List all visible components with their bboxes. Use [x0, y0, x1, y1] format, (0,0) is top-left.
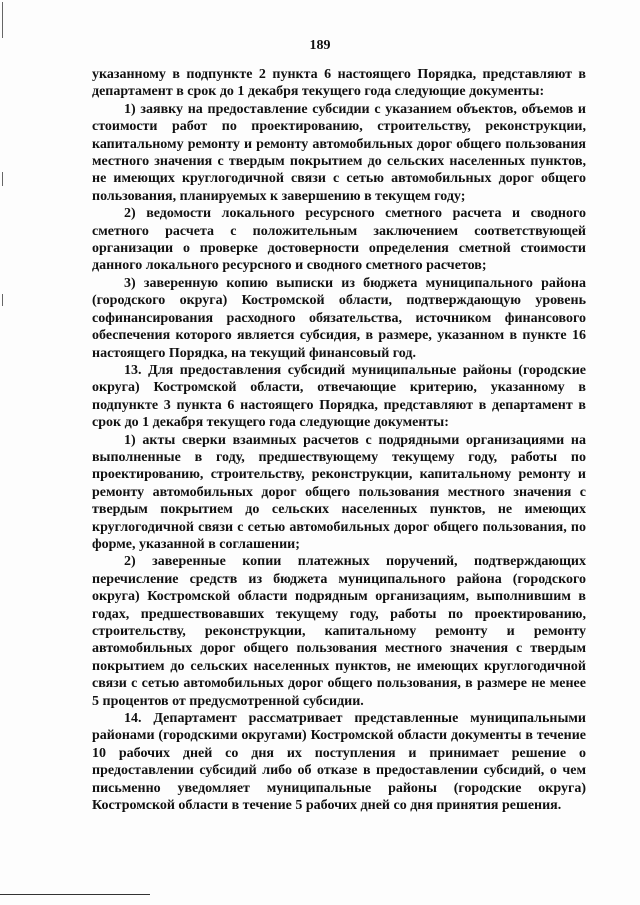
page-number: 189: [309, 38, 331, 53]
scan-edge-mark: [2, 172, 3, 186]
paragraph-clause-13: 13. Для предоставления субсидий муниципальные районы (городские округа) Костромской области, отвечающие критерию, указанному в подпункте 3 пункта 6 настоящего Порядка, представляют в департамент в срок до 1 декабря текущего года следующие документы:: [92, 362, 586, 431]
paragraph-item-2: 2) заверенные копии платежных поручений, подтверждающих перечисление средств из бюджета муниципального района (городского округа) Костромской области подрядным организациям, выполнившим в годах, предшествовавших текущему году, работы по проектированию, строительству, реконструкции, капитальному ремонту и ремонту автомобильных дорог общего пользования местного значения с твердым покрытием до сельских населенных пунктов, не имеющих круглогодичной связи с сетью автомобильных дорог общего пользования, в размере не менее 5 процентов от предусмотренной субсидии.: [92, 554, 586, 709]
paragraph-continuation: указанному в подпункте 2 пункта 6 настоящего Порядка, представляют в департамент в срок до 1 декабря текущего года следующие документы:: [92, 67, 586, 100]
paragraph-clause-14: 14. Департамент рассматривает представленные муниципальными районами (городскими округами) Костромской области документы в течение 10 рабочих дней со дня их поступления и принимает решение о предоставлении субсидий либо об отказе в предоставлении субсидий, о чем письменно уведомляет муниципальные районы (городские округа) Костромской области в течение 5 рабочих дней со дня принятия решения.: [92, 711, 586, 814]
paragraph-item-1: 1) акты сверки взаимных расчетов с подрядными организациями на выполненные в году, предшествующему текущему году, работы по проектированию, строительству, реконструкции, капитальному ремонту и ремонту автомобильных дорог общего пользования местного значения с твердым покрытием до сельских населенных пунктов, не имеющих круглогодичной связи с сетью автомобильных дорог общего пользования, по форме, указанной в соглашении;: [92, 432, 586, 552]
footnote-separator: [0, 894, 150, 895]
paragraph-item-3: 3) заверенную копию выписки из бюджета муниципального района (городского округа) Костромской области, подтверждающую уровень софинансирования расходного обязательства, источником финансового обеспечения которого является субсидия, в размере, указанном в пункте 16 настоящего Порядка, на текущий финансовый год.: [92, 275, 586, 361]
paragraph-item-1: 1) заявку на предоставление субсидии с указанием объектов, объемов и стоимости работ по проектированию, строительству, реконструкции, капитальному ремонту и ремонту автомобильных дорог общего пользования местного значения с твердым покрытием до сельских населенных пунктов, не имеющих круглогодичной связи с сетью автомобильных дорог общего пользования, планируемых к завершению в текущем году;: [92, 101, 586, 204]
paragraph-item-2: 2) ведомости локального ресурсного сметного расчета и сводного сметного расчета с положительным заключением соответствующей организации о проверке достоверности определения сметной стоимости данного локального ресурсного и сводного сметного расчетов;: [92, 206, 586, 274]
document-body: [92, 66, 586, 814]
scan-edge-mark: [2, 2, 3, 38]
scan-edge-mark: [2, 294, 3, 306]
